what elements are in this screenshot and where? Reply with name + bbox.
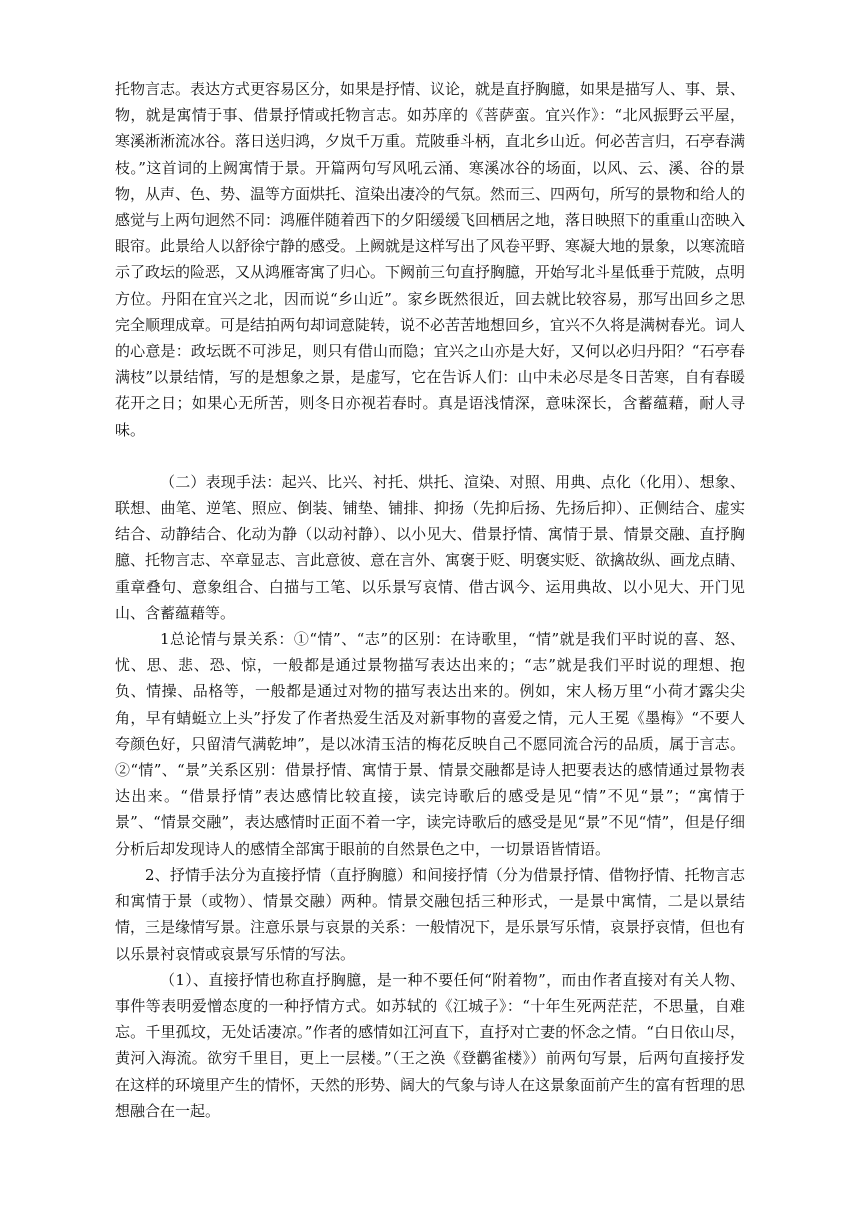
paragraph-zhijie-shuqing: （1）、直接抒情也称直抒胸臆，是一种不要任何“附着物”，而由作者直接对有关人物、事件等表明爱憎态度的一种抒情方式。如苏轼的《江城子》：“十年生死两茫茫，不思量，自难忘。千里孤坟，无处话凄凉。”作者的感情如江河直下，直抒对亡妻的怀念之情。“白日依山尽，黄河入海流。欲穷千里目，更上一层楼。”（王之涣《登鹳雀楼》）前两句写景，后两句直接抒发在这样的环境里产生的情怀，天然的形势、阔大的气象与诗人在这景象面前产生的富有哲理的思想融合在一起。: [115, 970, 746, 1120]
paragraph-gap: [115, 443, 745, 469]
document-page: [115, 76, 745, 1124]
paragraph-shuqing-shoufa: 2、抒情手法分为直接抒情（直抒胸臆）和间接抒情（分为借景抒情、借物抒情、托物言志和寓情于景（或物）、情景交融）两种。情景交融包括三种形式，一是景中寓情，二是以景结情，三是缘情写景。注意乐景与哀景的关系：一般情况下，是乐景写乐情，哀景抒哀情，但也有以乐景衬哀情或哀景写乐情的写法。: [115, 865, 746, 963]
paragraph-tuowu-yanzhi: 托物言志。表达方式更容易区分，如果是抒情、议论，就是直抒胸臆，如果是描写人、事、景、物，就是寓情于事、借景抒情或托物言志。如苏庠的《菩萨蛮。宜兴作》：“北风振野云平屋，寒溪淅淅流冰谷。落日送归鸿，夕岚千万重。荒陂垂斗柄，直北乡山近。何必苦言归，石亭春满枝。”这首词的上阙寓情于景。开篇两句写风吼云涌、寒溪冰谷的场面，以风、云、溪、谷的景物，从声、色、势、温等方面烘托、渲染出凄冷的气氛。然而三、四两句，所写的景物和给人的感觉与上两句迥然不同：鸿雁伴随着西下的夕阳缓缓飞回栖居之地，落日映照下的重重山峦映入眼帘。此景给人以舒徐宁静的感受。上阙就是这样写出了风卷平野、寒凝大地的景象，以寒流暗示了政坛的险恶，又从鸿雁寄寓了归心。下阙前三句直抒胸臆，开始写北斗星低垂于荒陂，点明方位。丹阳在宜兴之北，因而说“乡山近”。家乡既然很近，回去就比较容易，那写出回乡之思完全顺理成章。可是结拍两句却词意陡转，说不必苦苦地想回乡，宜兴不久将是满树春光。词人的心意是：政坛既不可涉足，则只有借山而隐；宜兴之山亦是大好，又何以必归丹阳？“石亭春满枝”以景结情，写的是想象之景，是虚写，它在告诉人们：山中未必尽是冬日苦寒，自有春暖花开之日；如果心无所苦，则冬日亦视若春时。真是语浅情深，意味深长，含蓄蕴藉，耐人寻味。: [115, 80, 746, 439]
paragraph-biaoxian-shoufa: （二）表现手法：起兴、比兴、衬托、烘托、渲染、对照、用典、点化（化用）、想象、联想、曲笔、逆笔、照应、倒装、铺垫、铺排、抑扬（先抑后扬、先扬后抑）、正侧结合、虚实结合、动静结合、化动为静（以动衬静）、以小见大、借景抒情、寓情于景、情景交融、直抒胸臆、托物言志、卒章显志、言此意彼、意在言外、寓褒于贬、明褒实贬、欲擒故纵、画龙点睛、重章叠句、意象组合、白描与工笔、以乐景写哀情、借古讽今、运用典故、以小见大、开门见山、含蓄蕴藉等。: [115, 472, 746, 622]
paragraph-qing-jing-guanxi: 1总论情与景关系：①“情”、“志”的区别：在诗歌里，“情”就是我们平时说的喜、怒、忧、思、悲、恐、惊，一般都是通过景物描写表达出来的；“志”就是我们平时说的理想、抱负、情操、品格等，一般都是通过对物的描写表达出来的。例如，宋人杨万里“小荷才露尖尖角，早有蜻蜓立上头”抒发了作者热爱生活及对新事物的喜爱之情，元人王冕《墨梅》“不要人夸颜色好，只留清气满乾坤”，是以冰清玉洁的梅花反映自己不愿同流合污的品质，属于言志。②“情”、“景”关系区别：借景抒情、寓情于景、情景交融都是诗人把要表达的感情通过景物表达出来。“借景抒情”表达感情比较直接，读完诗歌后的感受是见“情”不见“景”；“寓情于景”、“情景交融”，表达感情时正面不着一字，读完诗歌后的感受是见“景”不见“情”，但是仔细分析后却发现诗人的感情全部寓于眼前的自然景色之中，一切景语皆情语。: [115, 630, 745, 858]
